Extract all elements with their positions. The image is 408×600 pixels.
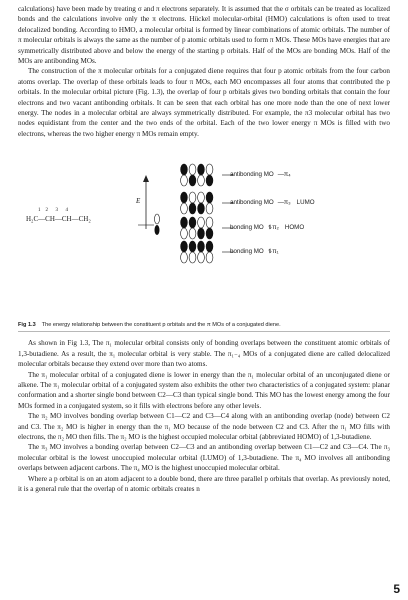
orbital-lobe — [181, 192, 188, 203]
orbital-lobe — [189, 203, 196, 214]
level-label: bonding MO — [230, 248, 264, 256]
paragraph: calculations) have been made by treating σ and π electrons separately. It is assumed that the σ orbitals can be treated as localized bonds and the calculations involve only the π electrons. Hückel molecular-orbital (HMO) calculations is often used to treat delocalized bonding. According to HMO, a molecular orbital is formed by linear combinations of atomic orbitals. The number of π molecular orbitals is always the same as the number of p atomic orbitals used to form π MOs. These MOs have energies that are symmetrically distributed above and below the energy of the starting p orbitals. Half of the MOs are bonding MOs. Half of the MOs are antibonding MOs. — [18, 5, 390, 66]
orbital-lobe — [181, 228, 188, 239]
paragraph: Where a p orbital is on an atom adjacent to a double bond, there are three parallel p orbitals that overlap. As previously noted, it is a general rule that the overlap of n atomic orbitals creates n — [18, 474, 390, 493]
butadiene-formula: H₂C—CH—CH—CH₂ — [26, 215, 91, 224]
orbital-lobe — [189, 241, 196, 252]
orbital-lobe — [189, 252, 196, 263]
orbital-lobe — [206, 164, 213, 175]
level-symbol: ⥮π₂ — [267, 224, 279, 232]
level-pi1 — [226, 248, 279, 256]
orbital-lobe — [206, 217, 213, 228]
orbital-lobe — [198, 252, 205, 263]
orbital-lobe — [198, 192, 205, 203]
orbital-lobe — [181, 175, 188, 186]
page-number: 5 — [393, 582, 400, 596]
orbital-lobe — [206, 203, 213, 214]
page-body — [18, 4, 390, 494]
orbital-lobe — [206, 228, 213, 239]
level-pi4 — [226, 171, 291, 178]
level-label: antibonding MO — [230, 199, 274, 207]
paragraph: The π₁ molecular orbital of a conjugated diene is lower in energy than the π₁ molecular orbital of an unconjugated diene or alkene. The π₁ molecular orbital of a conjugated system also exhibits the other two characteristics of a conjugated system: planar conformation and a shorter single bond between C2—C3 than typical single bond. This MO has the lowest energy among the four MOs formed in a conjugated system, so it fills with electrons before any other levels. — [18, 370, 390, 410]
level-pi3 — [226, 199, 315, 206]
mo-orbital-stack — [181, 164, 213, 263]
level-symbol: —π₃ — [277, 199, 291, 207]
homo-tag: HOMO — [284, 224, 305, 232]
paragraph: The π₂ MO involves bonding overlap between C1—C2 and C3—C4 along with an antibonding overlap (node) between C2 and C3. The π₂ MO is higher in energy than the π₁ MO because of the node between C2 and C3. After the π₁ MO fills with electrons, the π₂ MO then fills. The π₂ MO is the highest occupied molecular orbital (abbreviated HOMO) of 1,3-butadiene. — [18, 412, 390, 441]
orbital-lobe — [189, 217, 196, 228]
orbital-lobe — [198, 203, 205, 214]
orbital-lobe — [181, 217, 188, 228]
orbital-lobe — [189, 164, 196, 175]
orbital-lobe — [206, 192, 213, 203]
level-symbol: —π₄ — [277, 171, 291, 179]
orbital-lobe — [189, 175, 196, 186]
carbon-numbering: 1 2 3 4 — [38, 208, 68, 214]
orbital-lobe — [206, 175, 213, 186]
orbital-lobe — [198, 241, 205, 252]
orbital-lobe — [198, 217, 205, 228]
p-orbitals-diagram — [0, 149, 408, 331]
level-symbol: ⥮π₁ — [267, 248, 279, 256]
caption-label: Fig 1.3 — [18, 322, 36, 329]
orbital-lobe — [206, 252, 213, 263]
level-label: bonding MO — [230, 224, 264, 232]
orbital-lobe — [198, 164, 205, 175]
orbital-lobe — [189, 192, 196, 203]
lumo-tag: LUMO — [296, 199, 315, 207]
orbital-lobe — [206, 241, 213, 252]
energy-levels — [222, 175, 234, 252]
paragraph: The construction of the π molecular orbitals for a conjugated diene requires that four p atomic orbitals from the four carbon atoms overlap. The overlap of these orbitals leads to four π MOs, each MO encompasses all four atoms that contributed the p orbitals. In the molecular orbital picture (Fig. 1.3), the overlap of four p orbitals gives two bonding orbitals that contain the four electrons and two vacant antibonding orbitals. It can be seen that each orbital has one more node than the one of next lower energy. The nodes in a molecular orbital are always symmetrically distributed. For example, the π3 molecular orbital has two nodes equidistant from the center and the two ends of the orbital. Each of the two lower energy π MOs is filled with two electrons, whereas the two higher energy π MOs remain empty. — [18, 67, 390, 138]
paragraph: The π₃ MO involves a bonding overlap between C2—C3 and an antibonding overlap between C1—C2 and C3—C4. The π₃ molecular orbital is the lowest unoccupied molecular orbital (LUMO) of 1,3-butadiene. The π₄ MO involves all antibonding overlaps between adjacent carbons. The π₄ MO is the highest unoccupied molecular orbital. — [18, 443, 390, 473]
caption-text: The energy relationship between the constituent p orbitals and the π MOs of a conjugated diene. — [41, 322, 281, 329]
paragraph: As shown in Fig 1.3, The π₁ molecular orbital consists only of bonding overlaps between the constituent atomic orbitals of 1,3-butadiene. As a result, the π₁ molecular orbital is very stable. The π₁₋₄ MOs of a conjugated diene are called delocalized molecular orbitals because they extend over more than two atoms. — [18, 339, 390, 369]
figure-1-3 — [18, 149, 390, 332]
orbital-lobe — [181, 241, 188, 252]
orbital-lobe — [189, 228, 196, 239]
figure-caption — [18, 322, 281, 328]
energy-axis-label: E — [136, 197, 141, 206]
level-pi2 — [226, 224, 304, 232]
orbital-lobe — [181, 164, 188, 175]
energy-arrow-head — [143, 175, 149, 182]
orbital-lobe — [198, 228, 205, 239]
atomic-p-orbitals — [155, 214, 160, 235]
orbital-lobe — [181, 203, 188, 214]
orbital-lobe — [181, 252, 188, 263]
level-label: antibonding MO — [230, 171, 274, 179]
orbital-lobe — [198, 175, 205, 186]
